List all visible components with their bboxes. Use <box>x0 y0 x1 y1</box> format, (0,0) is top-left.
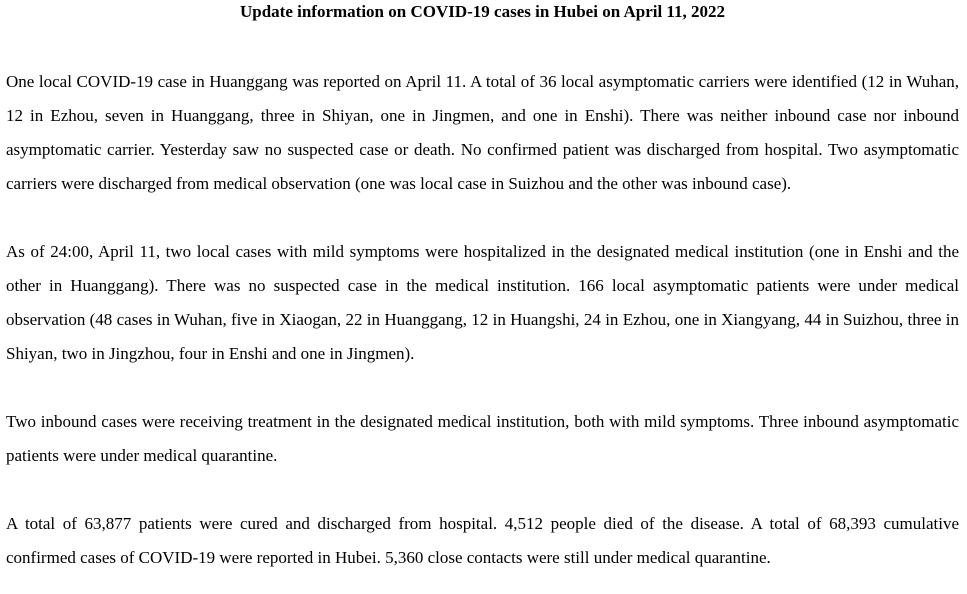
paragraph-new-cases: One local COVID-19 case in Huanggang was reported on April 11. A total of 36 local asymptomatic carriers were identified (12 in Wuhan, 12 in Ezhou, seven in Huanggang, three in Shiyan, one in Jingmen, and one in Enshi). There was neither inbound case nor inbound asymptomatic carrier. Yesterday saw no suspected case or death. No confirmed patient was discharged from hospital. Two asymptomatic carriers were discharged from medical observation (one was local case in Suizhou and the other was inbound case). <box>6 72 959 193</box>
paragraph-hospitalized: As of 24:00, April 11, two local cases with mild symptoms were hospitalized in the designated medical institution (one in Enshi and the other in Huanggang). There was no suspected case in the medical institution. 166 local asymptomatic patients were under medical observation (48 cases in Wuhan, five in Xiaogan, 22 in Huanggang, 12 in Huangshi, 24 in Ezhou, one in Xiangyang, 44 in Suizhou, three in Shiyan, two in Jingzhou, four in Enshi and one in Jingmen). <box>6 242 959 363</box>
paragraph-totals: A total of 63,877 patients were cured and discharged from hospital. 4,512 people died of the disease. A total of 68,393 cumulative confirmed cases of COVID-19 were reported in Hubei. 5,360 close contacts were still under medical quarantine. <box>6 514 959 567</box>
document-title: Update information on COVID-19 cases in Hubei on April 11, 2022 <box>239 2 725 21</box>
paragraph-inbound: Two inbound cases were receiving treatment in the designated medical institution, both with mild symptoms. Three inbound asymptomatic patients were under medical quarantine. <box>6 412 959 465</box>
